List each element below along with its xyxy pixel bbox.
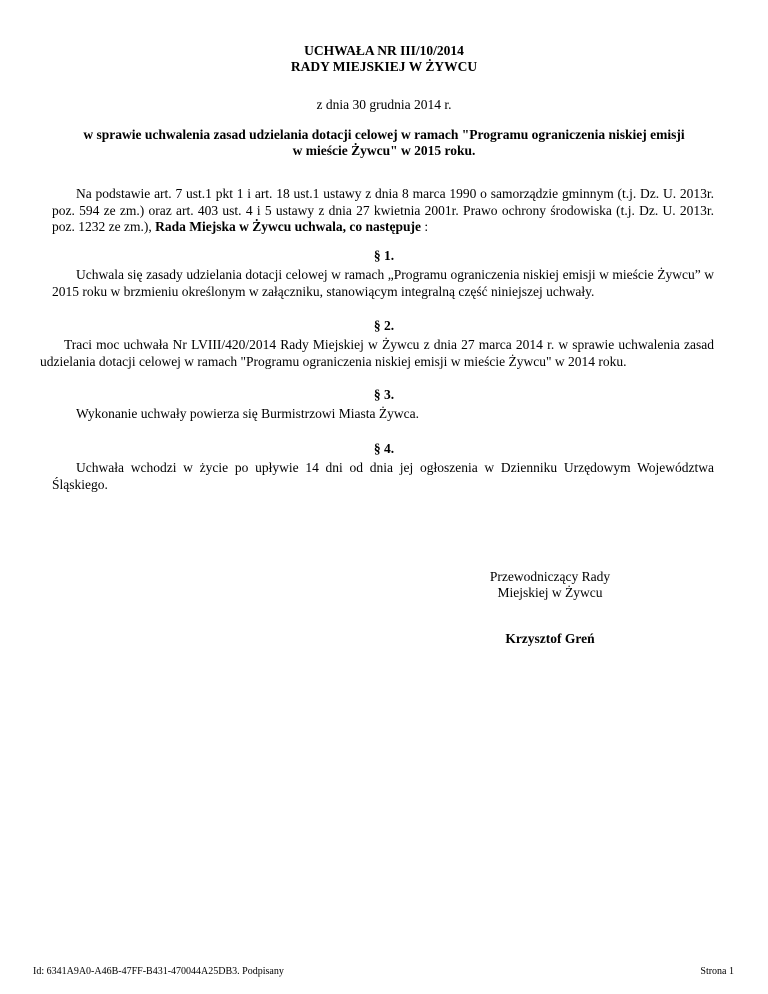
section-heading-2: § 2. xyxy=(373,318,395,333)
legal-basis-tail: : xyxy=(420,219,429,234)
signature-title-line-2: Miejskiej w Żywcu xyxy=(497,585,603,600)
subject-line-2: w mieście Żywcu" w 2015 roku. xyxy=(292,143,476,158)
section-text-4-content: Uchwała wchodzi w życie po upływie 14 dni od dnia jej ogłoszenia w Dzienniku Urzędowym Województwa Śląskiego. xyxy=(52,460,714,492)
signature-title-line-1: Przewodniczący Rady xyxy=(489,569,611,584)
section-text-2-content: Traci moc uchwała Nr LVIII/420/2014 Rady Miejskiej w Żywcu z dnia 27 marca 2014 r. w sprawie uchwalenia zasad udzielania dotacji celowej w ramach "Programu ograniczenia niskiej emisji w mieście Żywcu" w 2014 roku. xyxy=(40,337,714,369)
signatory-name: Krzysztof Greń xyxy=(505,631,595,646)
section-heading-1: § 1. xyxy=(373,248,395,263)
section-text-1-content: Uchwala się zasady udzielania dotacji celowej w ramach „Programu ograniczenia niskiej emisji w mieście Żywcu” w 2015 roku w brzmieniu określonym w załączniku, stanowiącym integralną część niniejszej uchwały. xyxy=(52,267,714,299)
legal-basis-bold: Rada Miejska w Żywcu uchwala, co następuje xyxy=(155,219,421,234)
resolution-number: UCHWAŁA NR III/10/2014 xyxy=(304,43,464,58)
legal-basis-text: Na podstawie art. 7 ust.1 pkt 1 i art. 18 ust.1 ustawy z dnia 8 marca 1990 o samorządzie gminnym (t.j. Dz. U. 2013r. poz. 594 ze zm.) oraz art. 403 ust. 4 i 5 ustawy z dnia 27 kwietnia 2001r. Prawo ochrony środowiska (t.j. Dz. U. 2013r. poz. 1232 ze zm.), xyxy=(52,186,714,234)
section-text-2 xyxy=(40,337,714,370)
page-number: Strona 1 xyxy=(700,966,734,977)
section-text-3 xyxy=(52,406,714,423)
council-name: RADY MIEJSKIEJ W ŻYWCU xyxy=(290,59,478,74)
section-text-4 xyxy=(52,460,714,493)
section-text-1 xyxy=(52,267,714,300)
resolution-subject xyxy=(40,127,728,159)
subject-line-1: w sprawie uchwalenia zasad udzielania dotacji celowej w ramach "Programu ograniczenia niskiej emisji xyxy=(83,127,685,142)
section-text-3-content: Wykonanie uchwały powierza się Burmistrzowi Miasta Żywca. xyxy=(76,406,419,421)
section-heading-3: § 3. xyxy=(373,387,395,402)
legal-basis-paragraph xyxy=(52,186,714,236)
document-id: Id: 6341A9A0-A46B-47FF-B431-470044A25DB3. Podpisany xyxy=(33,966,284,977)
resolution-date: z dnia 30 grudnia 2014 r. xyxy=(316,97,452,112)
section-heading-4: § 4. xyxy=(373,441,395,456)
